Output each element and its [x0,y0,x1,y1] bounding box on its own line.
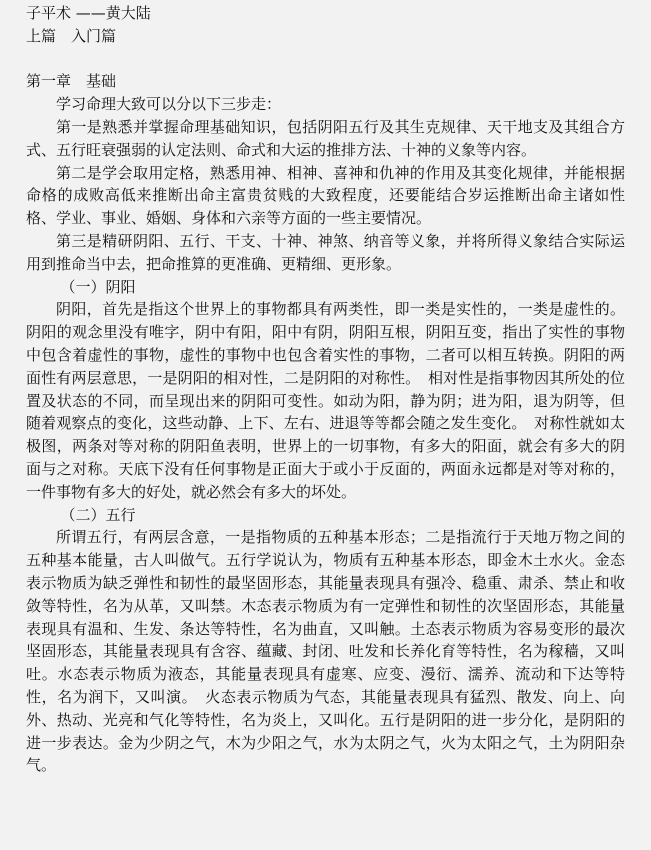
chapter-title: 第一章 基础 [26,72,117,91]
step-one-paragraph: 第一是熟悉并掌握命理基础知识，包括阴阳五行及其生克规律、天干地支及其组合方式、五行旺衰强弱的认定法则、命式和大运的推排方法、十神的义象等内容。 [26,117,625,159]
step-two-paragraph: 第二是学会取用定格，熟悉用神、相神、喜神和仇神的作用及其变化规律，并能根据命格的成败高低来推断出命主富贵贫贱的大致程度，还要能结合岁运推断出命主诸如性格、学业、事业、婚姻、身体和六亲等方面的一些主要情况。 [26,163,625,228]
spacer [26,48,625,71]
section-wuxing-body: 所谓五行，有两层含意，一是指物质的五种基本形态；二是指流行于天地万物之间的五种基本能量，古人叫做气。五行学说认为，物质有五种基本形态，即金木土水火。金态表示物质为缺乏弹性和韧性的最坚固形态，其能量表现具有强冷、稳重、肃杀、禁止和收敛等特性，名为从革，又叫禁。木态表示物质为有一定弹性和韧性的次坚固形态，其能量表现具有温和、生发、条达等特性，名为曲直，又叫触。土态表示物质为容易变形的最次坚固形态，其能量表现具有含容、蕴藏、封闭、吐发和长养化育等特性，名为稼穑，又叫吐。水态表示物质为液态，其能量表现具有虚寒、应变、漫衍、濡养、流动和下达等特性，名为润下，又叫演。 火态表示物质为气态，其能量表现具有猛烈、散发、向上、向外、热动、光亮和气化等特性，名为炎上，又叫化。五行是阴阳的进一步分化，是阴阳的进一步表达。金为少阴之气，木为少阳之气，水为太阴之气，火为太阳之气，土为阴阳杂气。 [26,528,625,775]
part-title: 上篇 入门篇 [26,26,117,45]
section-yinyang-title: （一）阴阳 [60,277,136,296]
section-wuxing-title: （二）五行 [60,505,136,524]
chapter-intro: 学习命理大致可以分以下三步走： [56,95,282,114]
book-title: 子平术 ——黄大陆 [26,4,151,22]
section-yinyang-body: 阴阳，首先是指这个世界上的事物都具有两类性，即一类是实性的，一类是虚性的。阴阳的观念里没有唯字，阴中有阳，阳中有阴，阴阳互根，阴阳互变，指出了实性的事物中包含着虚性的事物，虚性的事物中也包含着实性的事物，二者可以相互转换。阴阳的两面性有两层意思，一是阴阳的相对性，二是阴阳的对称性。 相对性是指事物因其所处的位置及状态的不同，而呈现出来的阴阳可变性。如动为阳，静为阴；进为阳，退为阴等，但随着观察点的变化，这些动静、上下、左右、进退等等都会随之发生变化。 对称性就如太极图，两条对等对称的阴阳鱼表明，世界上的一切事物，有多大的阳面，就会有多大的阴面与之对称。天底下没有任何事物是正面大于或小于反面的，两面永远都是对等对称的，一件事物有多大的好处，就必然会有多大的坏处。 [26,300,625,501]
step-three-paragraph: 第三是精研阴阳、五行、干支、十神、神煞、纳音等义象，并将所得义象结合实际运用到推命当中去，把命推算的更准确、更精细、更形象。 [26,231,625,273]
